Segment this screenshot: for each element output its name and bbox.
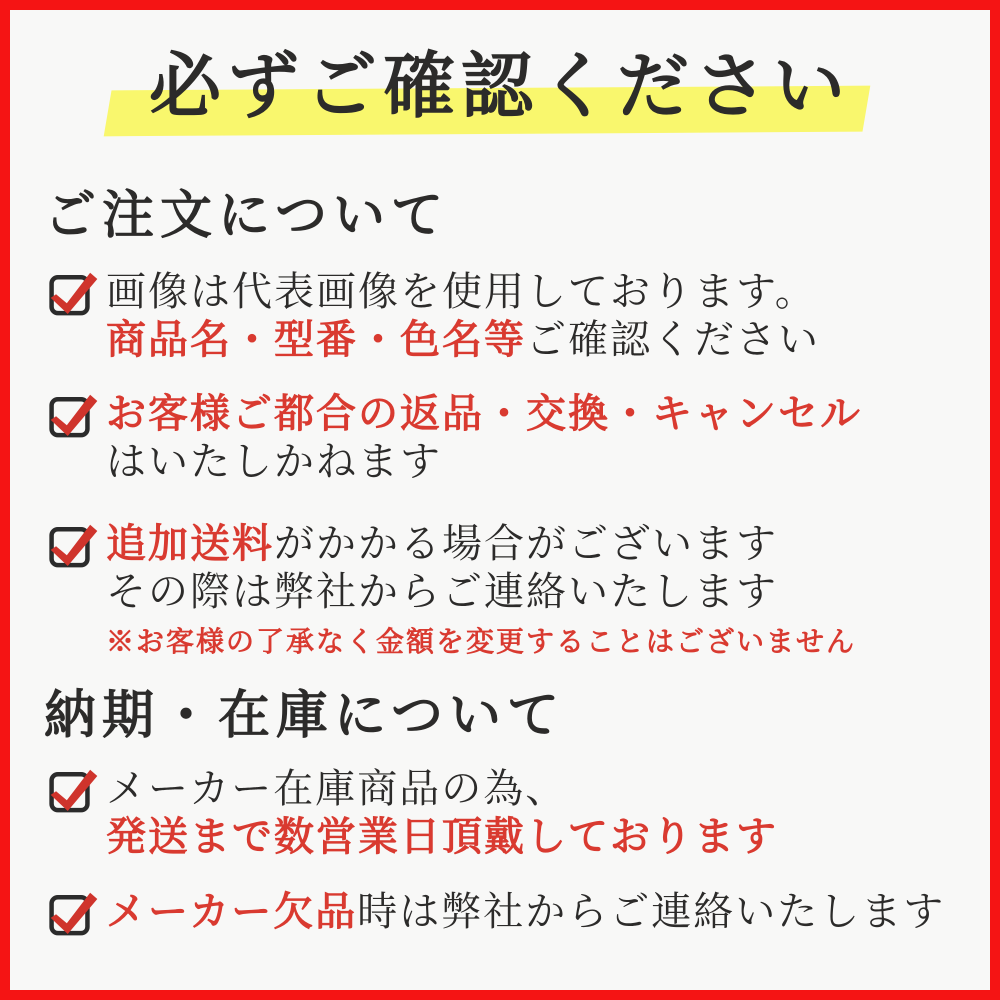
text-segment: がかかる場合がございます bbox=[274, 521, 778, 567]
text-segment: はいたしかねます bbox=[106, 439, 442, 485]
text-segment-emphasis: 発送まで数営業日頂戴しております bbox=[106, 813, 778, 860]
checked-checkbox-icon bbox=[48, 390, 100, 439]
item-line bbox=[106, 813, 778, 861]
item-text bbox=[106, 888, 945, 936]
checked-checkbox-icon bbox=[48, 765, 100, 814]
item-line bbox=[106, 765, 778, 813]
item-line bbox=[106, 568, 856, 616]
item-text bbox=[106, 268, 820, 364]
text-segment-emphasis: 商品名・型番・色名等 bbox=[106, 316, 526, 363]
item-note-line bbox=[106, 625, 856, 659]
item-text bbox=[106, 520, 856, 659]
text-segment-emphasis: メーカー欠品 bbox=[106, 888, 358, 935]
checked-checkbox-icon bbox=[48, 888, 100, 937]
notice-item-maker-shortage bbox=[48, 888, 945, 937]
notice-item-representative-image bbox=[48, 268, 820, 364]
text-segment: その際は弊社からご連絡いたします bbox=[106, 569, 778, 615]
text-segment-emphasis: お客様ご都合の返品・交換・キャンセル bbox=[106, 390, 862, 437]
section-heading-stock: 納期・在庫について bbox=[44, 685, 565, 746]
text-segment-note: ※お客様の了承なく金額を変更することはございません bbox=[106, 625, 857, 658]
item-line bbox=[106, 316, 820, 364]
item-line bbox=[106, 888, 945, 936]
item-line bbox=[106, 390, 862, 438]
checked-checkbox-icon bbox=[48, 520, 100, 569]
notice-item-maker-stock bbox=[48, 765, 778, 861]
notice-item-returns bbox=[48, 390, 862, 486]
text-segment: 時は弊社からご連絡いたします bbox=[357, 889, 946, 935]
section-heading-order: ご注文について bbox=[44, 185, 449, 246]
item-line bbox=[106, 268, 820, 316]
item-line bbox=[106, 438, 862, 486]
page-title: 必ずご確認ください bbox=[148, 43, 851, 128]
text-segment: 画像は代表画像を使用しております。 bbox=[106, 269, 817, 315]
item-text bbox=[106, 390, 862, 486]
notice-item-extra-shipping bbox=[48, 520, 856, 659]
item-line bbox=[106, 520, 856, 568]
item-text bbox=[106, 765, 778, 861]
text-segment-emphasis: 追加送料 bbox=[106, 520, 274, 567]
text-segment: メーカー在庫商品の為、 bbox=[106, 766, 568, 812]
text-segment: ご確認ください bbox=[526, 317, 820, 363]
checked-checkbox-icon bbox=[48, 268, 100, 317]
